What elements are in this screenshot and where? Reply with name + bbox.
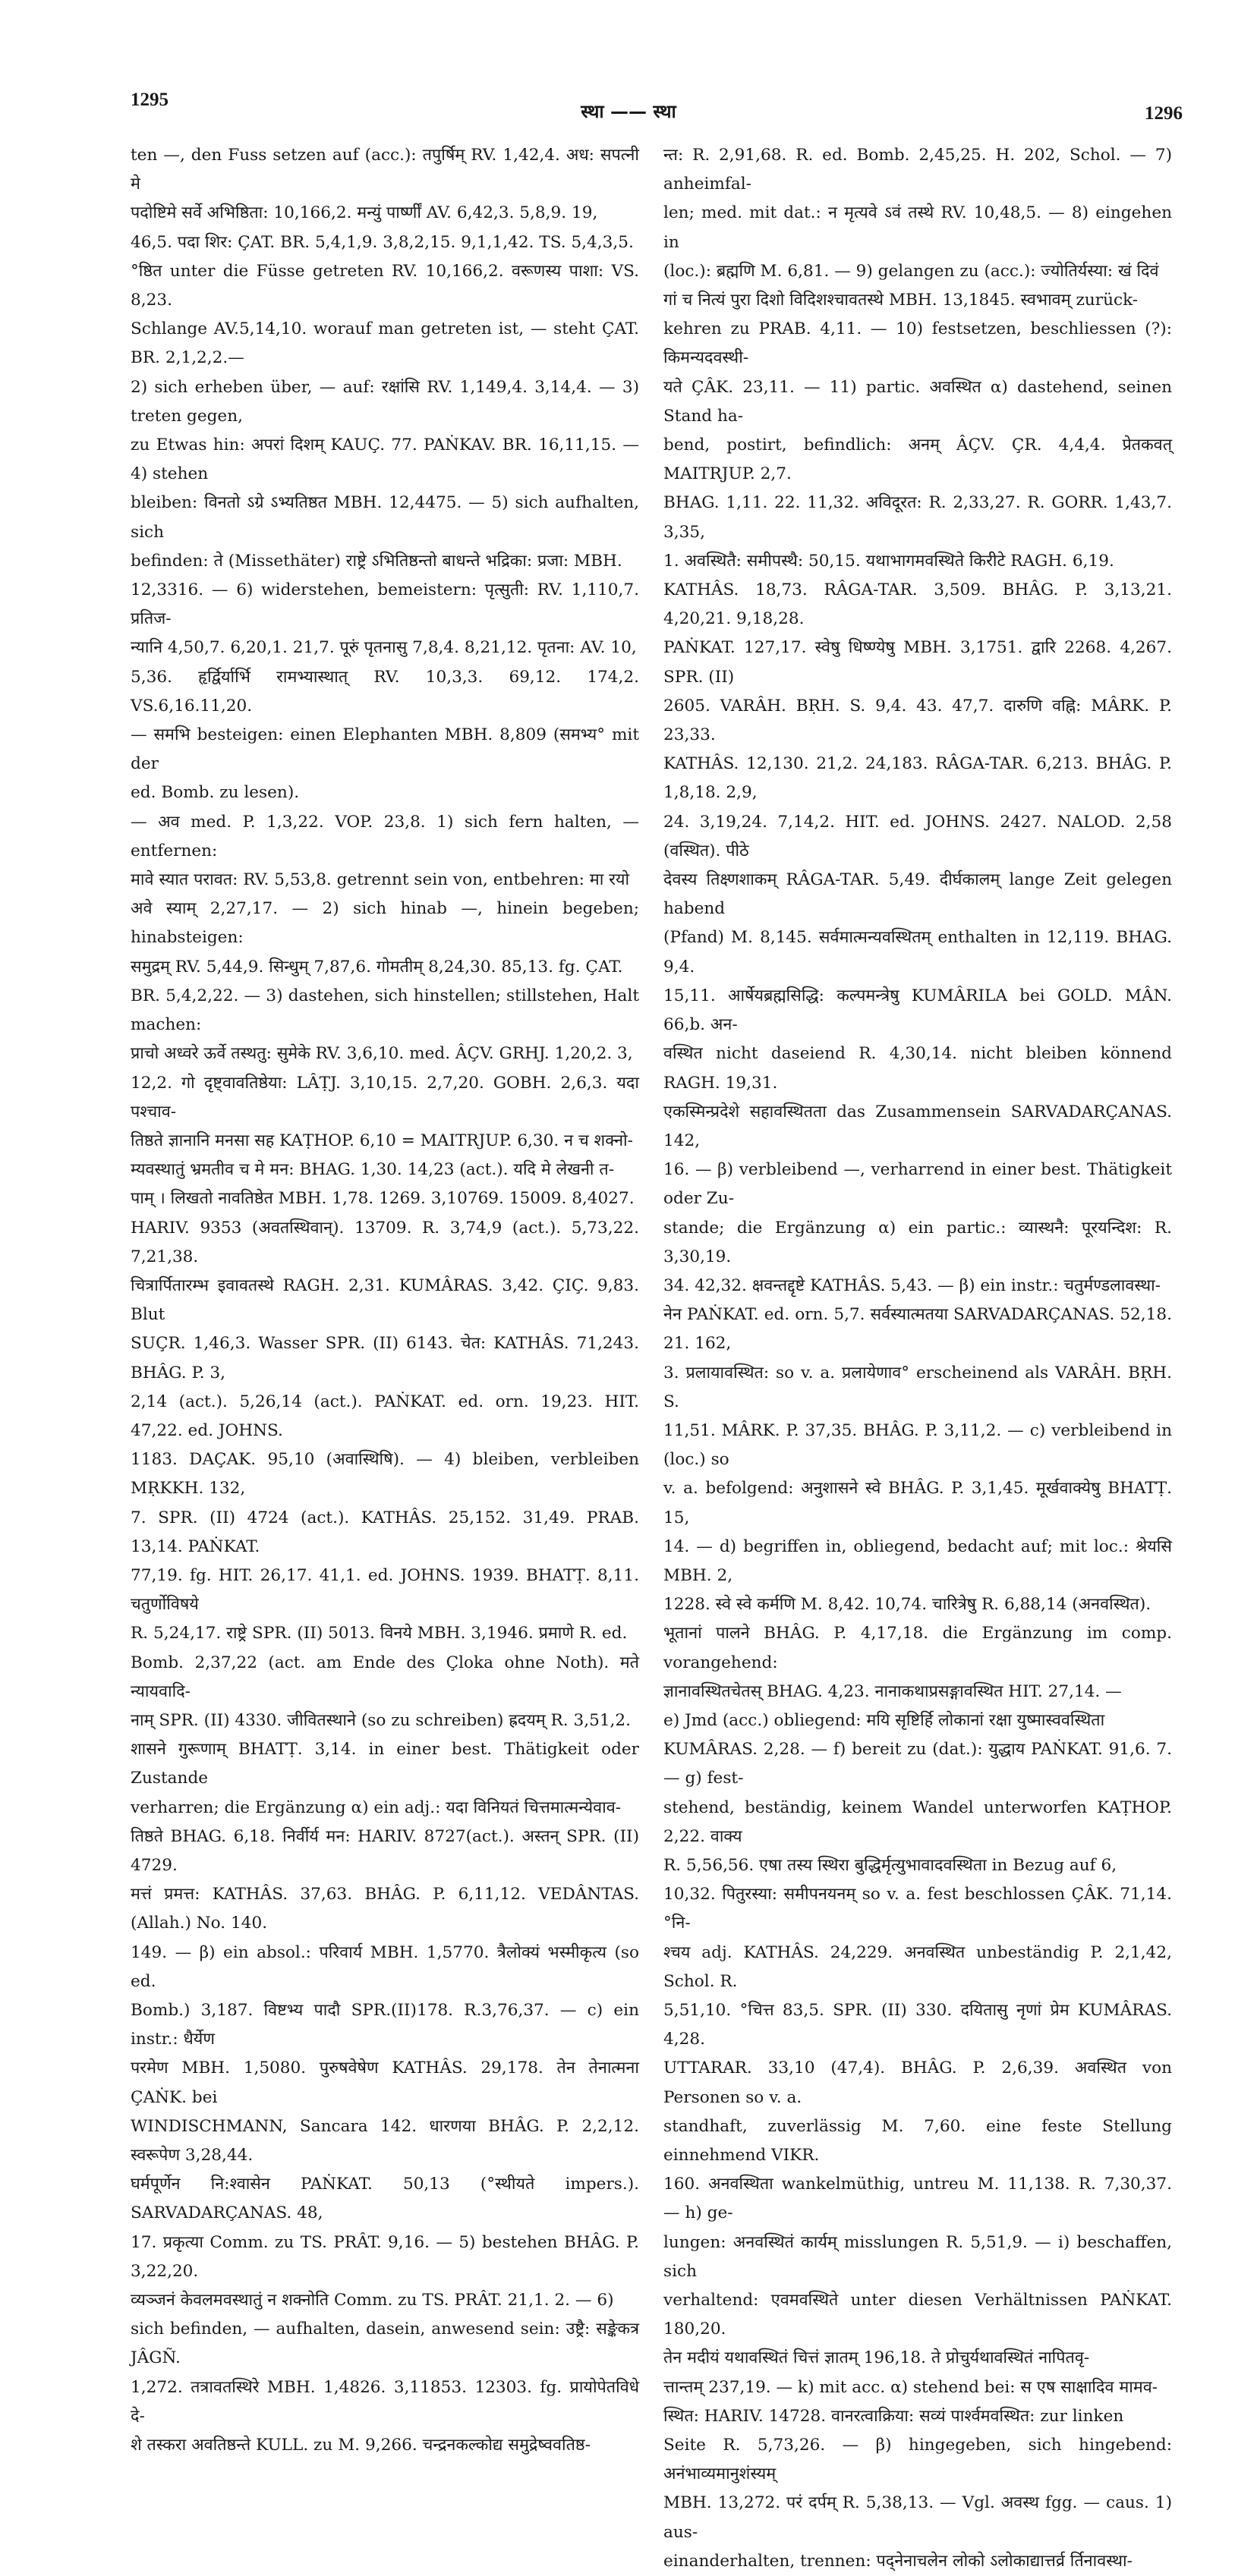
- text-line: घर्मपूर्णेन नि:श्वासेन PAṄKAT. 50,13 (°स्थीयते impers.). SARVADARÇANAS. 48,: [131, 2175, 639, 2223]
- text-line: 2) sich erheben über, — auf: रक्षांसि RV. 1,149,4. 3,14,4. — 3) treten gegen,: [131, 377, 639, 426]
- text-line: 14. — d) begriffen in, obliegend, bedacht auf; mit loc.: श्रेयसि MBH. 2,: [663, 1536, 1172, 1585]
- text-line: 160. अनवस्थिता wankelmüthig, untreu M. 11,138. R. 7,30,37. — h) ge-: [663, 2175, 1172, 2223]
- text-line: lungen: अनवस्थितं कार्यम् misslungen R. 5,51,9. — i) beschaffen, sich: [663, 2232, 1172, 2281]
- text-line: अवे स्याम् 2,27,17. — 2) sich hinab —, hinein begeben; hinabsteigen:: [131, 899, 639, 948]
- text-line: °ष्ठित unter die Füsse getreten RV. 10,166,2. वरूणस्य पाशा: VS. 8,23.: [131, 261, 639, 310]
- text-line: stehend, beständig, keinem Wandel unterworfen KAṬHOP. 2,22. वाक्य: [663, 1798, 1172, 1846]
- text-line: 149. — β) ein absol.: परिवार्य MBH. 1,5770. त्रैलोक्यं भस्मीकृत्य (so ed.: [131, 1942, 639, 1991]
- text-line: KUMÂRAS. 2,28. — f) bereit zu (dat.): युद्धाय PAṄKAT. 91,6. 7. — g) fest-: [663, 1740, 1172, 1788]
- text-line: 77,19. fg. HIT. 26,17. 41,1. ed. JOHNS. 1939. BHATṬ. 8,11. चतुर्णोविषये: [131, 1565, 639, 1615]
- text-line: व्यञ्जनं केवलमवस्थातुं न शक्नोति Comm. zu TS. PRÂT. 21,1. 2. — 6): [131, 2291, 614, 2310]
- text-line: 12,3316. — 6) widerstehen, bemeistern: पृत्सुती: RV. 1,110,7. प्रतिज-: [131, 580, 639, 629]
- text-line: kehren zu PRAB. 4,11. — 10) festsetzen, beschliessen (?): किमन्यदवस्थी-: [663, 319, 1172, 368]
- text-line: — समभि besteigen: einen Elephanten MBH. 8,809 (समभ्य° mit der: [131, 725, 639, 774]
- text-line: एकस्मिन्प्रदेशे सहावस्थितता das Zusammensein SARVADARÇANAS. 142,: [663, 1102, 1172, 1150]
- text-line: यते ÇÂK. 23,11. — 11) partic. अवस्थित α) dastehend, seinen Stand ha-: [663, 377, 1172, 426]
- text-line: 11,51. MÂRK. P. 37,35. BHÂG. P. 3,11,2. — c) verbleibend in (loc.) so: [663, 1420, 1172, 1470]
- text-line: पाम् । लिखतो नावतिष्ठेत MBH. 1,78. 1269. 3,10769. 15009. 8,4027.: [131, 1189, 635, 1209]
- text-line: 17. प्रकृत्या Comm. zu TS. PRÂT. 9,16. — 5) bestehen BHÂG. P. 3,22,20.: [131, 2232, 639, 2281]
- text-line: 2,14 (act.). 5,26,14 (act.). PAṄKAT. ed. orn. 19,23. HIT. 47,22. ed. JOHNS.: [131, 1392, 639, 1440]
- text-line: देवस्य तिक्ष्णशाकम् RÂGA-TAR. 5,49. दीर्घकालम् lange Zeit gelegen habend: [663, 870, 1172, 919]
- text-line: 5,36. हृर्द्विर्यार्भि रामभ्यास्थात् RV. 10,3,3. 69,12. 174,2. VS.6,16.11,20.: [131, 667, 639, 716]
- text-line: ten —, den Fuss setzen auf (acc.): तपुर्षिम् RV. 1,42,4. अध: सपत्नी मे: [131, 146, 639, 194]
- text-line: 15,11. आर्षेयब्रह्मसिद्धि: कल्पमन्त्रेषु KUMÂRILA bei GOLD. MÂN. 66,b. अन-: [663, 986, 1172, 1035]
- left-column: [131, 141, 639, 2455]
- text-line: (loc.): ब्रह्मणि M. 6,81. — 9) gelangen zu (acc.): ज्योतिर्यस्या: खं दिवं: [663, 261, 1159, 281]
- text-line: 1. अवस्थितै: समीपस्थै: 50,15. यथाभागमवस्थिते किरीटे RAGH. 6,19.: [663, 551, 1114, 571]
- text-line: नेन PAṄKAT. ed. orn. 5,7. सर्वस्यात्मतया SARVADARÇANAS. 52,18. 21. 162,: [663, 1305, 1172, 1354]
- text-line: चित्रार्पितारम्भ इवावतस्थे RAGH. 2,31. KUMÂRAS. 3,42. ÇIÇ. 9,83. Blut: [131, 1275, 639, 1325]
- text-line: Schlange AV.5,14,10. worauf man getreten ist, — steht ÇAT. BR. 2,1,2,2.—: [131, 319, 639, 368]
- text-line: (Pfand) M. 8,145. सर्वमात्मन्यवस्थितम् enthalten in 12,119. BHAG. 9,4.: [663, 928, 1172, 977]
- text-line: stande; die Ergänzung α) ein partic.: व्यास्थनै: पूरयन्दिश: R. 3,30,19.: [663, 1218, 1172, 1266]
- text-line: UTTARAR. 33,10 (47,4). BHÂG. P. 2,6,39. अवस्थित von Personen so v. a.: [663, 2059, 1172, 2107]
- text-line: 1183. DAÇAK. 95,10 (अवास्थिषि). — 4) bleiben, verbleiben MṚKKH. 132,: [131, 1450, 639, 1499]
- text-line: len; med. mit dat.: न मृत्यवे ऽवं तस्थे RV. 10,48,5. — 8) eingehen in: [663, 203, 1172, 252]
- text-line: त्तान्तम् 237,19. — k) mit acc. α) stehend bei: स एष साक्षादिव मामव-: [663, 2377, 1158, 2397]
- text-line: 34. 42,32. क्षवन्तद्दृष्टे KATHÂS. 5,43. — β) ein instr.: चतुर्मण्डलावस्था-: [663, 1275, 1161, 1295]
- text-line: नाम् SPR. (II) 4330. जीवितस्थाने (so zu schreiben) ह्रदयम् R. 3,51,2.: [131, 1710, 632, 1730]
- page-number-left: 1295: [131, 90, 169, 110]
- text-line: PAṄKAT. 127,17. स्वेषु धिष्ण्येषु MBH. 3,1751. द्वारि 2268. 4,267. SPR. (II): [663, 638, 1172, 687]
- text-line: 10,32. पितुरस्या: समीपनयनम् so v. a. fest beschlossen ÇÂK. 71,14. °नि-: [663, 1885, 1172, 1933]
- text-line: 46,5. पदा शिर: ÇAT. BR. 5,4,1,9. 3,8,2,15. 9,1,1,42. TS. 5,4,3,5.: [131, 232, 634, 252]
- text-line: शासने गुरूणाम् BHATṬ. 3,14. in einer best. Thätigkeit oder Zustande: [131, 1740, 639, 1788]
- text-line: भूतानां पालने BHÂG. P. 4,17,18. die Ergänzung im comp. vorangehend:: [663, 1624, 1172, 1672]
- text-line: ज्ञानावस्थितचेतस् BHAG. 4,23. नानाकथाप्रसङ्गावस्थित HIT. 27,14. —: [663, 1681, 1122, 1701]
- text-line: Bomb. 2,37,22 (act. am Ende des Çloka ohne Noth). मते न्यायवादि-: [131, 1653, 639, 1701]
- text-line: SUÇR. 1,46,3. Wasser SPR. (II) 6143. चेत: KATHÂS. 71,243. BHÂG. P. 3,: [131, 1334, 639, 1382]
- text-line: तिष्ठते BHAG. 6,18. निर्वीर्य मन: HARIV. 8727(act.). अस्तन् SPR. (II) 4729.: [131, 1826, 639, 1875]
- text-line: 2605. VARÂH. BṚH. S. 9,4. 43. 47,7. दारुणि वह्नि: MÂRK. P. 23,33.: [663, 696, 1172, 745]
- text-line: R. 5,56,56. एषा तस्य स्थिरा बुद्धिर्मृत्युभावादवस्थिता in Bezug auf 6,: [663, 1855, 1117, 1875]
- right-column: [663, 141, 1172, 2571]
- text-line: 7. SPR. (II) 4724 (act.). KATHÂS. 25,152. 31,49. PRAB. 13,14. PAṄKAT.: [131, 1508, 639, 1556]
- text-line: 12,2. गो दृष्ट्वावतिष्ठेया: LÂṬJ. 3,10,15. 2,7,20. GOBH. 2,6,3. यदा पश्चाव-: [131, 1073, 639, 1121]
- text-line: e) Jmd (acc.) obliegend: मयि सृष्टिर्हि लोकानां रक्षा युष्मास्ववस्थिता: [663, 1710, 1105, 1730]
- text-line: 16. — β) verbleibend —, verharrend in einer best. Thätigkeit oder Zu-: [663, 1160, 1172, 1209]
- text-line: v. a. befolgend: अनुशासने स्वे BHÂG. P. 3,1,45. मूर्खवाक्येषु BHATṬ. 15,: [663, 1479, 1172, 1527]
- text-line: BHAG. 1,11. 22. 11,32. अविदूरत: R. 2,33,27. R. GORR. 1,43,7. 3,35,: [663, 493, 1172, 542]
- text-line: WINDISCHMANN, Sancara 142. धारणया BHÂG. P. 2,2,12. स्वरूपेण 3,28,44.: [131, 2116, 639, 2166]
- text-line: MBH. 13,272. परं दर्पम् R. 5,38,13. — Vgl. अवस्थ fgg. — caus. 1) aus-: [663, 2493, 1172, 2542]
- text-line: तेन मदीयं यथावस्थितं चित्तं ज्ञातम् 196,18. ते प्रोचुर्यथावस्थितं नापितवृ-: [663, 2348, 1090, 2368]
- text-line: ed. Bomb. zu lesen).: [131, 783, 300, 803]
- text-line: स्थित: HARIV. 14728. वानरत्वाक्रिया: सव्यं पार्श्वमवस्थित: zur linken: [663, 2406, 1124, 2426]
- text-line: R. 5,24,17. राष्ट्रे SPR. (II) 5013. विनये MBH. 3,1946. प्रमाणे R. ed.: [131, 1624, 628, 1643]
- text-line: परमेण MBH. 1,5080. पुरुषवेषेण KATHÂS. 29,178. तेन तेनात्मना ÇAṄK. bei: [131, 2059, 639, 2107]
- text-line: 1228. स्वे स्वे कर्मणि M. 8,42. 10,74. चारित्रेषु R. 6,88,14 (अनवस्थित).: [663, 1595, 1151, 1615]
- text-line: bend, postirt, befindlich: अनम् ÂÇV. ÇR. 4,4,4. प्रेतकवत् MAITRJUP. 2,7.: [663, 436, 1172, 484]
- text-line: म्यवस्थातुं भ्रमतीव च मे मन: BHAG. 1,30. 14,23 (act.). यदि मे लेखनी त-: [131, 1160, 614, 1180]
- text-line: KATHÂS. 12,130. 21,2. 24,183. RÂGA-TAR. 6,213. BHÂG. P. 1,8,18. 2,9,: [663, 754, 1172, 803]
- text-line: standhaft, zuverlässig M. 7,60. eine feste Stellung einnehmend VIKR.: [663, 2116, 1172, 2166]
- text-line: BR. 5,4,2,22. — 3) dastehen, sich hinstellen; stillstehen, Halt machen:: [131, 986, 639, 1035]
- text-line: verharren; die Ergänzung α) ein adj.: यदा विनियतं चित्तमात्मन्येवाव-: [131, 1798, 622, 1817]
- text-line: Bomb.) 3,187. विष्टभ्य पादौ SPR.(II)178. R.3,76,37. — c) ein instr.: धैर्येण: [131, 2001, 639, 2049]
- text-line: वस्थित nicht daseiend R. 4,30,14. nicht bleiben könnend RAGH. 19,31.: [663, 1044, 1172, 1093]
- text-line: मावे स्यात परावत: RV. 5,53,8. getrennt sein von, entbehren: मा रयो: [131, 870, 630, 890]
- text-line: पदोष्टिमे सर्वे अभिष्ठिता: 10,166,2. मन्युं पार्ष्णीं AV. 6,42,3. 5,8,9. 19,: [131, 203, 598, 223]
- text-line: शे तस्करा अवतिष्ठन्ते KULL. zu M. 9,266. चन्द्रनकल्कोद्य समुद्रेष्ववतिष्ठ-: [131, 2436, 591, 2455]
- text-line: 3. प्रलायावस्थित: so v. a. प्रलायेणाव° erscheinend als VARÂH. BṚH. S.: [663, 1363, 1172, 1411]
- text-line: KATHÂS. 18,73. RÂGA-TAR. 3,509. BHÂG. P. 3,13,21. 4,20,21. 9,18,28.: [663, 580, 1172, 629]
- text-line: समुद्रम् RV. 5,44,9. सिन्धुम् 7,87,6. गोमतीम् 8,24,30. 85,13. fg. ÇAT.: [131, 957, 623, 977]
- text-line: Seite R. 5,73,26. — β) hingegeben, sich hingebend: अनंभाव्यमानुशंस्यम्: [663, 2436, 1172, 2484]
- running-head: स्था —— स्था: [581, 101, 676, 122]
- text-line: 5,51,10. °चित्त 83,5. SPR. (II) 330. दयितासु नृणां प्रेम KUMÂRAS. 4,28.: [663, 2001, 1172, 2049]
- text-line: न्यानि 4,50,7. 6,20,1. 21,7. पूरुं पृतनासु 7,8,4. 8,21,12. पृतना: AV. 10,: [131, 638, 637, 658]
- text-line: sich befinden, — aufhalten, dasein, anwesend sein: उष्ट्रै: सङ्केकत्र JÂGÑ.: [131, 2320, 639, 2368]
- text-line: bleiben: विनतो ऽग्रे ऽभ्यतिष्ठत MBH. 12,4475. — 5) sich aufhalten, sich: [131, 493, 639, 542]
- text-line: — अव med. P. 1,3,22. VOP. 23,8. 1) sich fern halten, — entfernen:: [131, 812, 639, 860]
- page-number-right: 1296: [1145, 103, 1183, 124]
- text-line: verhaltend: एवमवस्थिते unter diesen Verhältnissen PAṄKAT. 180,20.: [663, 2291, 1172, 2339]
- text-line: गां च नित्यं पुरा दिशो विदिशश्चावतस्थे MBH. 13,1845. स्वभावम् zurück-: [663, 291, 1139, 310]
- text-line: श्चय adj. KATHÂS. 24,229. अनवस्थित unbeständig P. 2,1,42, Schol. R.: [663, 1942, 1172, 1991]
- text-line: zu Etwas hin: अपरां दिशम् KAUÇ. 77. PAṄKAV. BR. 16,11,15. — 4) stehen: [131, 436, 639, 484]
- text-line: HARIV. 9353 (अवतस्थिवान्). 13709. R. 3,74,9 (act.). 5,73,22. 7,21,38.: [131, 1218, 639, 1266]
- text-line: befinden: ते (Missethäter) राष्ट्रे ऽभितिष्ठन्तो बाधन्ते भद्रिका: प्रजा: MBH.: [131, 551, 622, 571]
- text-line: 1,272. तत्रावतस्थिरे MBH. 1,4826. 3,11853. 12303. fg. प्रायोपेतविधे दे-: [131, 2377, 639, 2426]
- text-line: तिष्ठते ज्ञानानि मनसा सह KAṬHOP. 6,10 = MAITRJUP. 6,30. न च शक्नो-: [131, 1131, 633, 1150]
- text-line: न्त: R. 2,91,68. R. ed. Bomb. 2,45,25. H. 202, Schol. — 7) anheimfal-: [663, 146, 1172, 194]
- text-line: 24. 3,19,24. 7,14,2. HIT. ed. JOHNS. 2427. NALOD. 2,58 (वस्थित). पीठे: [663, 812, 1172, 860]
- text-line: einanderhalten, trennen: पद्नेनाचलेन लोको ऽलोकाद्यात्तर्व्र र्तिनावस्था-: [663, 2551, 1133, 2571]
- text-line: प्राचो अध्वरे ऊर्वे तस्थतु: सुमेके RV. 3,6,10. med. ÂÇV. GRHJ. 1,20,2. 3,: [131, 1044, 633, 1064]
- text-line: मत्तं प्रमत्त: KATHÂS. 37,63. BHÂG. P. 6,11,12. VEDÂNTAS. (Allah.) No. 140.: [131, 1885, 639, 1933]
